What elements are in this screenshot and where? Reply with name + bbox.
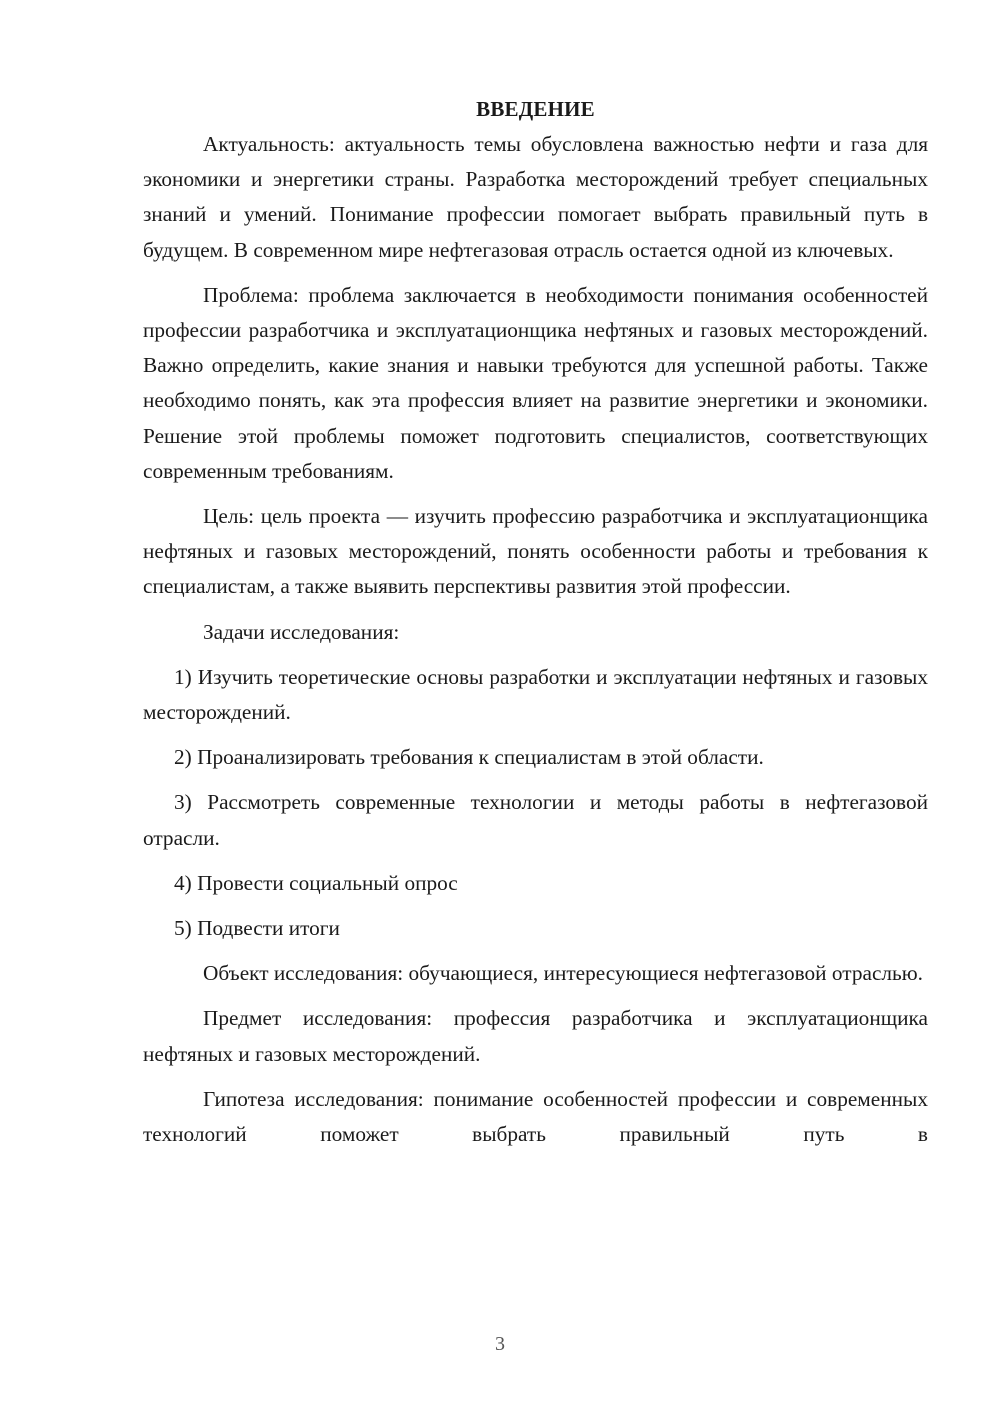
paragraph-object: Объект исследования: обучающиеся, интересующиеся нефтегазовой отраслью. (203, 961, 923, 986)
document-page (143, 92, 928, 1152)
paragraph-subject: Предмет исследования: профессия разработчика и эксплуатационщика нефтяных и газовых месторождений. (143, 1006, 928, 1066)
page-number: 3 (495, 1333, 505, 1355)
paragraph-relevance: Актуальность: актуальность темы обусловлена важностью нефти и газа для экономики и энергетики страны. Разработка месторождений требует специальных знаний и умений. Понимание профессии помогает выбрать правильный путь в будущем. В современном мире нефтегазовая отрасль остается одной из ключевых. (143, 132, 928, 262)
task-item-3: 3) Рассмотреть современные технологии и методы работы в нефтегазовой отрасли. (143, 790, 928, 850)
paragraph-problem: Проблема: проблема заключается в необходимости понимания особенностей профессии разработчика и эксплуатационщика нефтяных и газовых месторождений. Важно определить, какие знания и навыки требуются для успешной работы. Также необходимо понять, как эта профессия влияет на развитие энергетики и экономики. Решение этой проблемы поможет подготовить специалистов, соответствующих современным требованиям. (143, 282, 928, 483)
section-heading: ВВЕДЕНИЕ (476, 97, 595, 121)
task-item-4: 4) Провести социальный опрос (174, 870, 458, 895)
task-item-5: 5) Подвести итоги (174, 916, 340, 941)
paragraph-tasks-heading: Задачи исследования: (203, 619, 400, 644)
task-item-2: 2) Проанализировать требования к специалистам в этой области. (174, 745, 764, 770)
task-item-1: 1) Изучить теоретические основы разработки и эксплуатации нефтяных и газовых месторождений. (143, 664, 928, 725)
paragraph-goal: Цель: цель проекта — изучить профессию разработчика и эксплуатационщика нефтяных и газовых месторождений, понять особенности работы и требования к специалистам, а также выявить перспективы развития этой профессии. (143, 504, 928, 599)
paragraph-hypothesis: Гипотеза исследования: понимание особенностей профессии и современных технологий поможет выбрать правильный путь в (143, 1086, 928, 1147)
